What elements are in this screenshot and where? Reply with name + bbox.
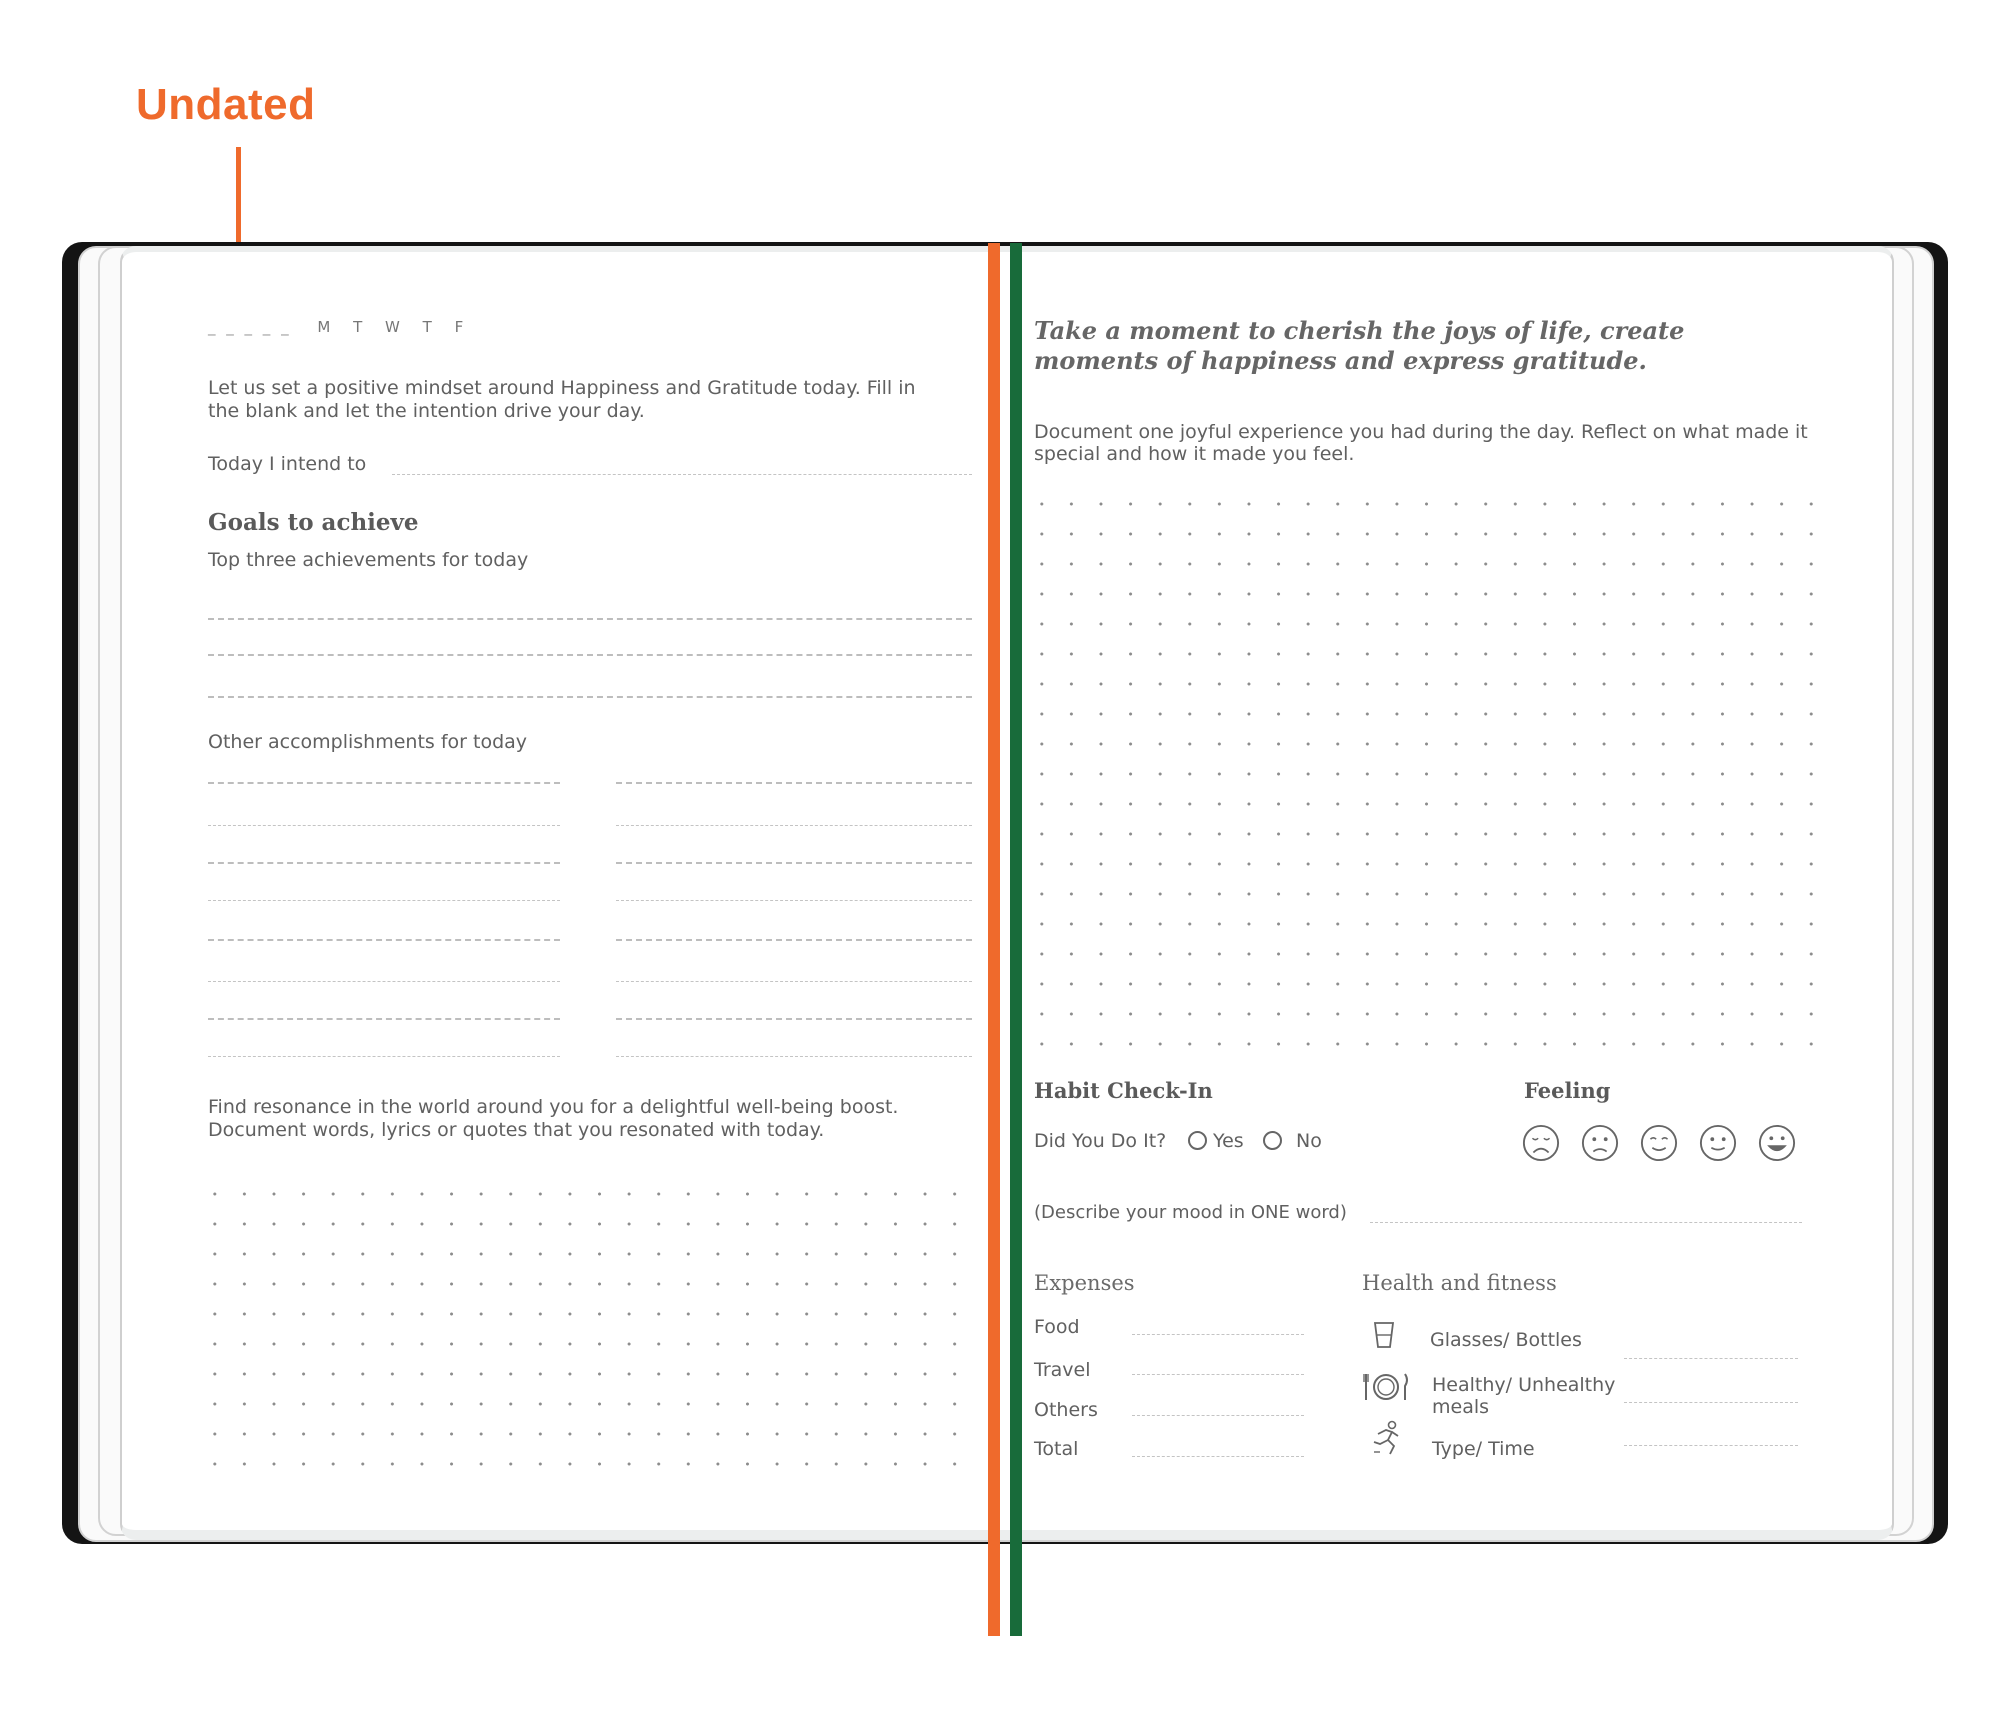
gratitude-quote: Take a moment to cherish the joys of life, create moments of happiness and express gratitude.: [1034, 316, 1685, 375]
expense-others-line[interactable]: [1132, 1415, 1304, 1416]
neutral-smile-face-icon[interactable]: [1699, 1124, 1737, 1162]
accomplishment-line[interactable]: [208, 1018, 560, 1020]
date-weekday-row: [208, 318, 480, 336]
resonance-text-line1: Find resonance in the world around you for a delightful well-being boost.: [208, 1096, 899, 1118]
exercise-type-time-label: Type/ Time: [1432, 1438, 1535, 1460]
goals-subheading: Top three achievements for today: [208, 549, 529, 571]
intro-text-line2: the blank and let the intention drive your day.: [208, 400, 645, 422]
weekday-tue[interactable]: T: [353, 318, 364, 336]
glasses-bottles-label: Glasses/ Bottles: [1430, 1329, 1582, 1351]
accomplishment-line[interactable]: [208, 862, 560, 864]
happy-face-icon[interactable]: [1758, 1124, 1796, 1162]
content-face-icon[interactable]: [1640, 1124, 1678, 1162]
accomplishment-line[interactable]: [208, 939, 560, 941]
mood-write-line[interactable]: [1370, 1222, 1802, 1223]
accomplishment-line[interactable]: [616, 981, 972, 982]
meal-plate-icon: [1362, 1370, 1410, 1404]
no-radio[interactable]: [1263, 1131, 1282, 1150]
joy-dot-grid[interactable]: [1027, 489, 1813, 1055]
bookmark-ribbon-orange[interactable]: [988, 243, 1000, 1636]
goal-line-3[interactable]: [208, 696, 972, 698]
accomplishment-line[interactable]: [616, 1018, 972, 1020]
very-sad-face-icon[interactable]: [1522, 1124, 1560, 1162]
expense-travel-label: Travel: [1034, 1359, 1091, 1381]
habit-yes-option[interactable]: [1188, 1130, 1244, 1153]
intend-label: Today I intend to: [208, 453, 367, 475]
accomplishment-line[interactable]: [616, 1056, 972, 1057]
other-accomplishments-label: Other accomplishments for today: [208, 731, 528, 753]
meals-write-line[interactable]: [1624, 1402, 1798, 1403]
expenses-heading: Expenses: [1034, 1271, 1135, 1295]
glasses-write-line[interactable]: [1624, 1358, 1798, 1359]
yes-radio[interactable]: [1188, 1131, 1207, 1150]
expense-food-line[interactable]: [1132, 1334, 1304, 1335]
no-label: No: [1296, 1130, 1322, 1152]
weekday-thu[interactable]: T: [422, 318, 433, 336]
accomplishment-line[interactable]: [208, 981, 560, 982]
weekday-wed[interactable]: W: [385, 318, 401, 336]
accomplishment-line[interactable]: [208, 825, 560, 826]
accomplishment-line[interactable]: [616, 900, 972, 901]
intro-text-line1: Let us set a positive mindset around Happiness and Gratitude today. Fill in: [208, 377, 916, 399]
expense-food-label: Food: [1034, 1316, 1080, 1338]
joy-prompt-line2: special and how it made you feel.: [1034, 443, 1355, 465]
healthy-meals-label-line1: Healthy/ Unhealthy: [1432, 1374, 1616, 1396]
accomplishment-line[interactable]: [208, 1056, 560, 1057]
resonance-text-line2: Document words, lyrics or quotes that you resonated with today.: [208, 1119, 825, 1141]
goal-line-1[interactable]: [208, 618, 972, 620]
habit-checkin-heading: Habit Check-In: [1034, 1078, 1213, 1103]
exercise-write-line[interactable]: [1624, 1445, 1798, 1446]
undated-callout-label: Undated: [136, 80, 316, 129]
feeling-heading: Feeling: [1524, 1078, 1611, 1103]
accomplishment-line[interactable]: [208, 782, 560, 784]
accomplishment-line[interactable]: [616, 825, 972, 826]
sad-face-icon[interactable]: [1581, 1124, 1619, 1162]
healthy-meals-label-line2: meals: [1432, 1396, 1490, 1418]
resonance-dot-grid[interactable]: [200, 1179, 980, 1473]
expense-total-line[interactable]: [1132, 1456, 1304, 1457]
running-person-icon: [1370, 1420, 1402, 1458]
habit-question: Did You Do It?: [1034, 1130, 1167, 1152]
bookmark-ribbon-green[interactable]: [1010, 243, 1022, 1636]
mood-label: (Describe your mood in ONE word): [1034, 1202, 1347, 1223]
accomplishment-line[interactable]: [616, 939, 972, 941]
expense-travel-line[interactable]: [1132, 1374, 1304, 1375]
habit-no-option[interactable]: [1263, 1130, 1322, 1153]
intend-write-line[interactable]: [392, 474, 972, 475]
date-blank[interactable]: _ _ _ _ _: [208, 318, 292, 336]
health-fitness-heading: Health and fitness: [1362, 1271, 1557, 1295]
goals-heading: Goals to achieve: [208, 509, 419, 536]
joy-prompt-line1: Document one joyful experience you had during the day. Reflect on what made it: [1034, 421, 1808, 443]
weekday-fri[interactable]: F: [454, 318, 465, 336]
goal-line-2[interactable]: [208, 654, 972, 656]
accomplishment-line[interactable]: [616, 862, 972, 864]
expense-others-label: Others: [1034, 1399, 1098, 1421]
accomplishment-line[interactable]: [208, 900, 560, 901]
weekday-mon[interactable]: M: [317, 318, 332, 336]
accomplishment-line[interactable]: [616, 782, 972, 784]
glass-icon: [1372, 1320, 1396, 1350]
yes-label: Yes: [1213, 1130, 1244, 1152]
expense-total-label: Total: [1034, 1438, 1079, 1460]
